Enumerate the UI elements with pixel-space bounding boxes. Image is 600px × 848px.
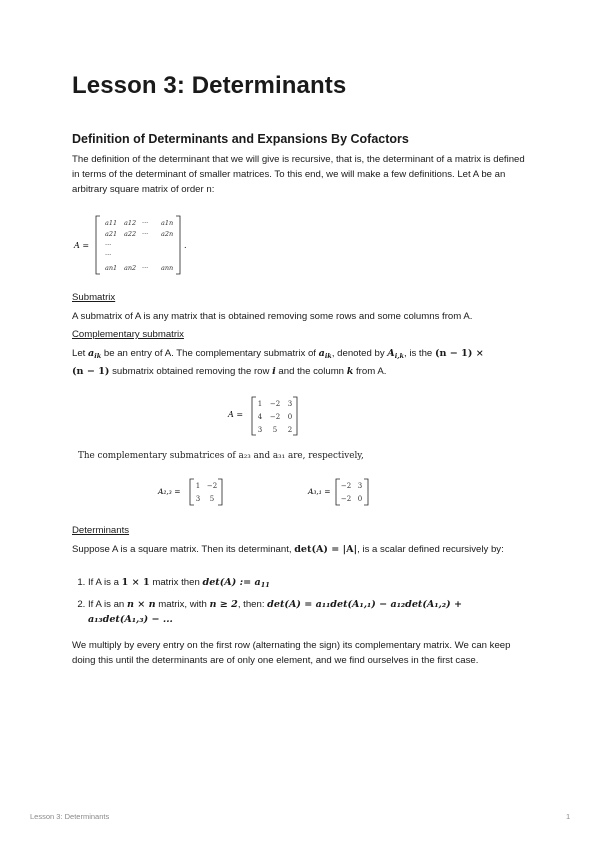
determinants-heading: Determinants [72,525,130,536]
submatrix-a23 [156,476,236,508]
submatrix-a31-lhs: A₃,₁ = [308,487,331,496]
matrix-cell: 1 [257,400,263,408]
determinant-definition-list [72,575,548,627]
math-aik: $a_{ik}$ [88,348,102,360]
matrix-cell: a1n [161,219,174,227]
matrix-cell: a11 [105,219,118,227]
math-n-geq-2: n ≥ 2 [209,599,238,610]
intro-paragraph: The definition of the determinant that we will give is recursive, that is, the determinant of a matrix is defined in terms of the determinant of smaller matrices. To this end, we will make a few definitions. Let A be an arbitrary square matrix of order n: [72,154,525,195]
matrix-cell: −2 [269,400,281,408]
matrix-cell: ··· [142,264,149,272]
math-i: i [272,366,276,377]
matrix-cell: 3 [257,426,263,434]
matrix-cell: 4 [257,413,263,421]
matrix-a-lhs: A = [74,241,90,250]
matrix-cell: ··· [142,230,149,238]
matrix-cell: −2 [269,413,281,421]
matrix-trailing-period: . [184,241,187,250]
list-item: 1. If A is a 1 × 1 matrix then det(A) := $a_{11}$ [88,575,548,593]
page-title: Lesson 3: Determinants [72,72,347,99]
matrix-cell: −2 [340,482,352,490]
complementary-text: Let $a_{ik}$ be an entry of A. The complementary submatrix of $a_{ik}$, denoted by $A_{i,k}$, is the (n − 1) × (n − 1) submatrix obtained removing the row i and the column k from A. [72,348,484,377]
math-k: k [346,366,354,377]
math-nxn: n × n [126,599,156,610]
matrix-cell: a21 [105,230,118,238]
matrix-cell: 3 [357,482,363,490]
matrix-cell: 0 [287,413,293,421]
example-caption: The complementary submatrices of a₂₃ and a₃₁ are, respectively, [78,451,364,461]
submatrix-a31 [306,476,386,508]
math-expansion: det(A) = a₁₁det(A₁,₁) − a₁₂det(A₁,₂) + [267,599,463,610]
example-matrix-lhs: A = [228,410,244,419]
section-heading: Definition of Determinants and Expansions By Cofactors [72,132,409,146]
matrix-cell: 2 [287,426,293,434]
matrix-cell: an1 [105,264,118,272]
matrix-cell: ann [161,264,174,272]
math-aik: $a_{ik}$ [318,348,332,360]
math-n-minus-1: (n − 1) [72,366,110,377]
matrix-cell: ··· [142,219,149,227]
submatrix-heading: Submatrix [72,292,116,303]
matrix-a-general [72,212,202,278]
math-1x1: 1 × 1 [121,577,150,588]
submatrix-text: A submatrix of A is any matrix that is obtained removing some rows and some columns from A. [72,311,473,322]
math-n-minus-1: (n − 1) × [434,348,484,359]
matrix-cell: 5 [209,495,215,503]
example-matrix [226,394,306,438]
matrix-cell: an2 [124,264,137,272]
math-expansion-cont: a₁₃det(A₁,₃) − ... [88,614,173,625]
matrix-cell: a2n [161,230,174,238]
matrix-cell: a12 [124,219,137,227]
matrix-cell: 0 [357,495,363,503]
list-item: 2. If A is an n × n matrix, with n ≥ 2, then: det(A) = a₁₁det(A₁,₁) − a₁₂det(A₁,₂) + a₁₃det(A₁,₃) − ... [88,597,548,627]
page-number: 1 [566,812,571,821]
matrix-cell: 3 [287,400,293,408]
matrix-cell: −2 [340,495,352,503]
matrix-cell: 1 [195,482,201,490]
footer-title: Lesson 3: Determinants [30,812,110,821]
math-det-a11: det(A) := $a_{11}$ [202,577,270,589]
matrix-cell: ··· [105,241,112,249]
math-det-A: det(A) = |A| [294,544,358,555]
matrix-cell: a22 [124,230,137,238]
submatrix-a23-lhs: A₂,₃ = [158,487,181,496]
matrix-cell: −2 [206,482,218,490]
matrix-cell: 3 [195,495,201,503]
matrix-cell: ··· [105,251,112,259]
math-Aik: $A_{i,k}$ [387,348,404,360]
closing-paragraph: We multiply by every entry on the first row (alternating the sign) its complementary matrix. We can keep doing this until the determinants are of only one element, and we find ourselves in the first case. [72,640,511,666]
complementary-heading: Complementary submatrix [72,329,184,340]
determinants-intro: Suppose A is a square matrix. Then its determinant, det(A) = |A|, is a scalar defined recursively by: [72,544,504,555]
matrix-cell: 5 [272,426,278,434]
